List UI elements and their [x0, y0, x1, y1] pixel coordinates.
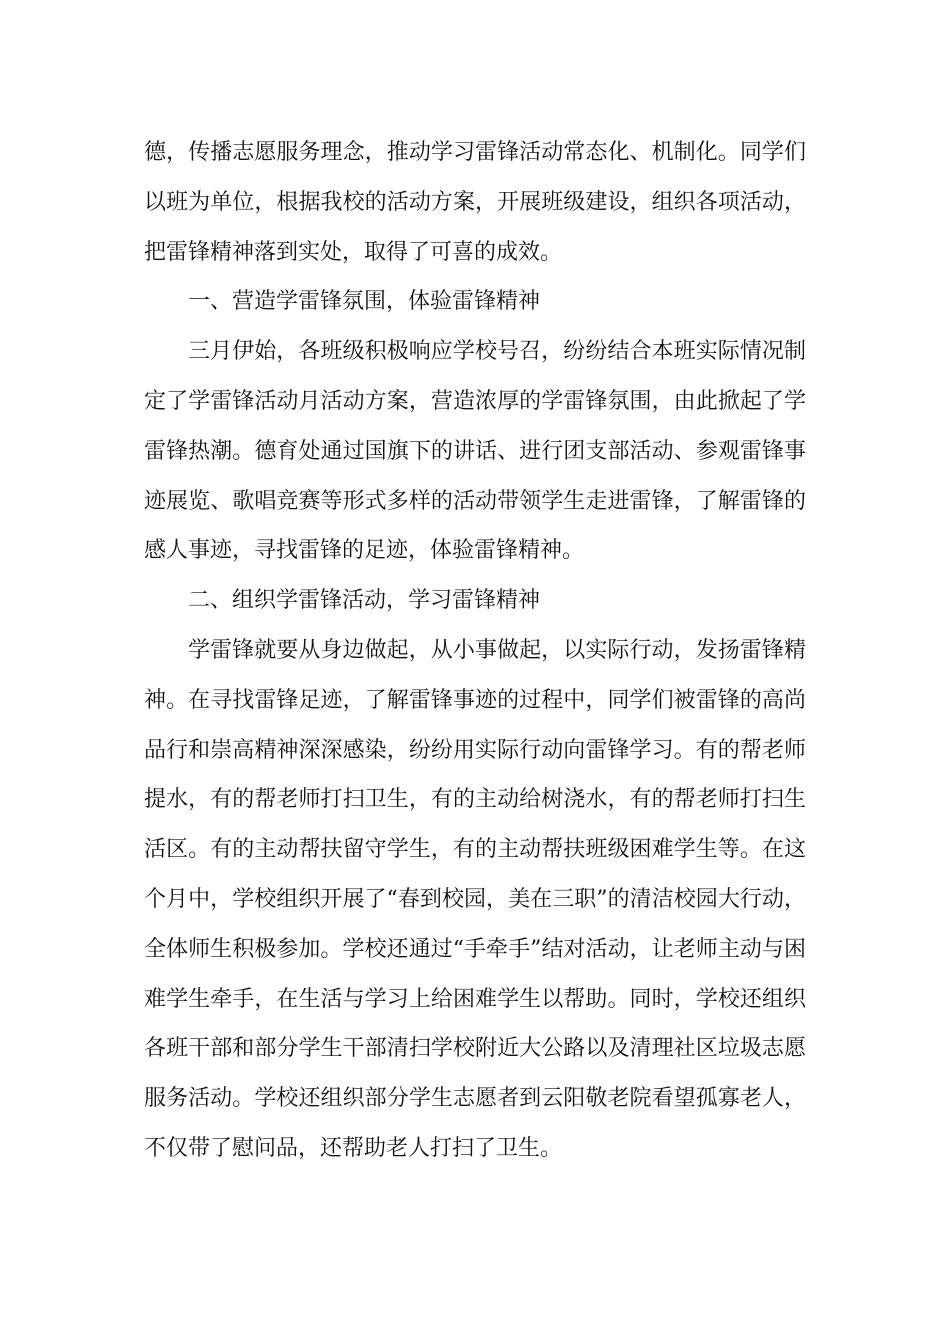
paragraph-body-1: 三月伊始，各班级积极响应学校号召，纷纷结合本班实际情况制定了学雷锋活动月活动方案，营造浓厚的学雷锋氛围，由此掀起了学雷锋热潮。德育处通过国旗下的讲话、进行团支部活动、参观雷锋事迹展览、歌唱竞赛等形式多样的活动带领学生走进雷锋，了解雷锋的感人事迹，寻找雷锋的足迹，体验雷锋精神。 [144, 339, 806, 564]
section-heading-1: 一、营造学雷锋氛围，体验雷锋精神 [188, 289, 541, 315]
document-body [144, 128, 806, 1174]
section-heading-2: 二、组织学雷锋活动，学习雷锋精神 [188, 588, 541, 614]
paragraph-body-2: 学雷锋就要从身边做起，从小事做起，以实际行动，发扬雷锋精神。在寻找雷锋足迹，了解雷锋事迹的过程中，同学们被雷锋的高尚品行和崇高精神深深感染，纷纷用实际行动向雷锋学习。有的帮老师提水，有的帮老师打扫卫生，有的主动给树浇水，有的帮老师打扫生活区。有的主动帮扶留守学生，有的主动帮扶班级困难学生等。在这个月中，学校组织开展了“春到校园，美在三职”的清洁校园大行动，全体师生积极参加。学校还通过“手牵手”结对活动，让老师主动与困难学生牵手，在生活与学习上给困难学生以帮助。同时，学校还组织各班干部和部分学生干部清扫学校附近大公路以及清理社区垃圾志愿服务活动。学校还组织部分学生志愿者到云阳敬老院看望孤寡老人，不仅带了慰问品，还帮助老人打扫了卫生。 [144, 637, 806, 1161]
paragraph-continuation: 德，传播志愿服务理念，推动学习雷锋活动常态化、机制化。同学们以班为单位，根据我校的活动方案，开展班级建设，组织各项活动，把雷锋精神落到实处，取得了可喜的成效。 [144, 140, 806, 265]
